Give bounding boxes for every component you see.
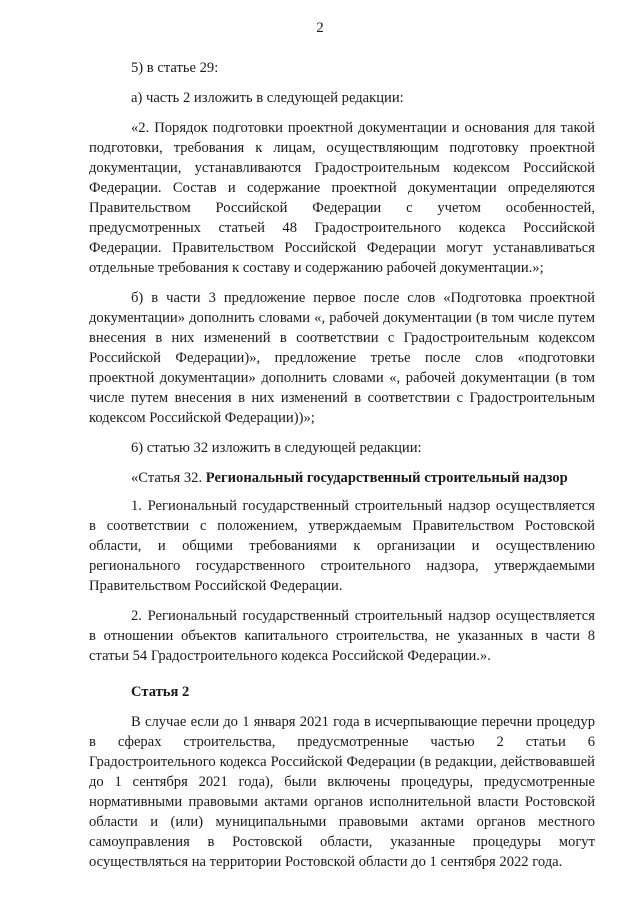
paragraph-subitem-a: а) часть 2 изложить в следующей редакции: [131, 90, 404, 106]
article-2-title: Статья 2 [131, 684, 190, 700]
article-32-part-1: 1. Региональный государственный строительный надзор осуществляется в соответствии с положением, утверждаемым Правительством Ростовской области, и общими требованиями к организации и осуществлению регионального государственного строительного надзора, утверждаемыми Правительством Российской Федерации. [89, 498, 595, 594]
paragraph-quoted-part-2: «2. Порядок подготовки проектной документации и основания для такой подготовки, требования к лицам, осуществляющим подготовку проектной документации, устанавливаются Градостроительным кодексом Российской Федерации. Состав и содержание проектной документации определяются Правительством Российской Федерации с учетом особенностей, предусмотренных статьей 48 Градостроительного кодекса Российской Федерации. Правительством Российской Федерации могут устанавливаться отдельные требования к составу и содержанию рабочей документации.»; [89, 120, 595, 276]
paragraph-item-5: 5) в статье 29: [131, 60, 219, 76]
article-32-title: Региональный государственный строительный надзор [205, 470, 568, 486]
paragraph-subitem-b: б) в части 3 предложение первое после слов «Подготовка проектной документации» дополнить словами «, рабочей документации (в том числе путем внесения в них изменений в соответствии с Градостроительным кодексом Российской Федерации)», предложение третье после слов «подготовки проектной документации» дополнить словами «, рабочей документации (в том числе путем внесения в них изменений в соответствии с Градостроительным кодексом Российской Федерации))»; [89, 290, 595, 426]
article-32-part-2: 2. Региональный государственный строительный надзор осуществляется в отношении объектов капитального строительства, не указанных в части 8 статьи 54 Градостроительного кодекса Российской Федерации.». [89, 608, 595, 664]
article-32-heading [89, 468, 595, 488]
document-body [89, 58, 595, 882]
article-2-text: В случае если до 1 января 2021 года в исчерпывающие перечни процедур в сферах строительства, предусмотренные частью 2 статьи 6 Градостроительного кодекса Российской Федерации (в редакции, действовавшей до 1 сентября 2021 года), были включены процедуры, предусмотренные нормативными правовыми актами органов исполнительной власти Ростовской области и (или) муниципальными правовыми актами органов местного самоуправления в Ростовской области, указанные процедуры могут осуществляться на территории Ростовской области до 1 сентября 2022 года. [89, 714, 595, 870]
paragraph-item-6: 6) статью 32 изложить в следующей редакции: [131, 440, 422, 456]
page-number: 2 [316, 20, 324, 36]
article-32-prefix: «Статья 32. [131, 470, 206, 486]
